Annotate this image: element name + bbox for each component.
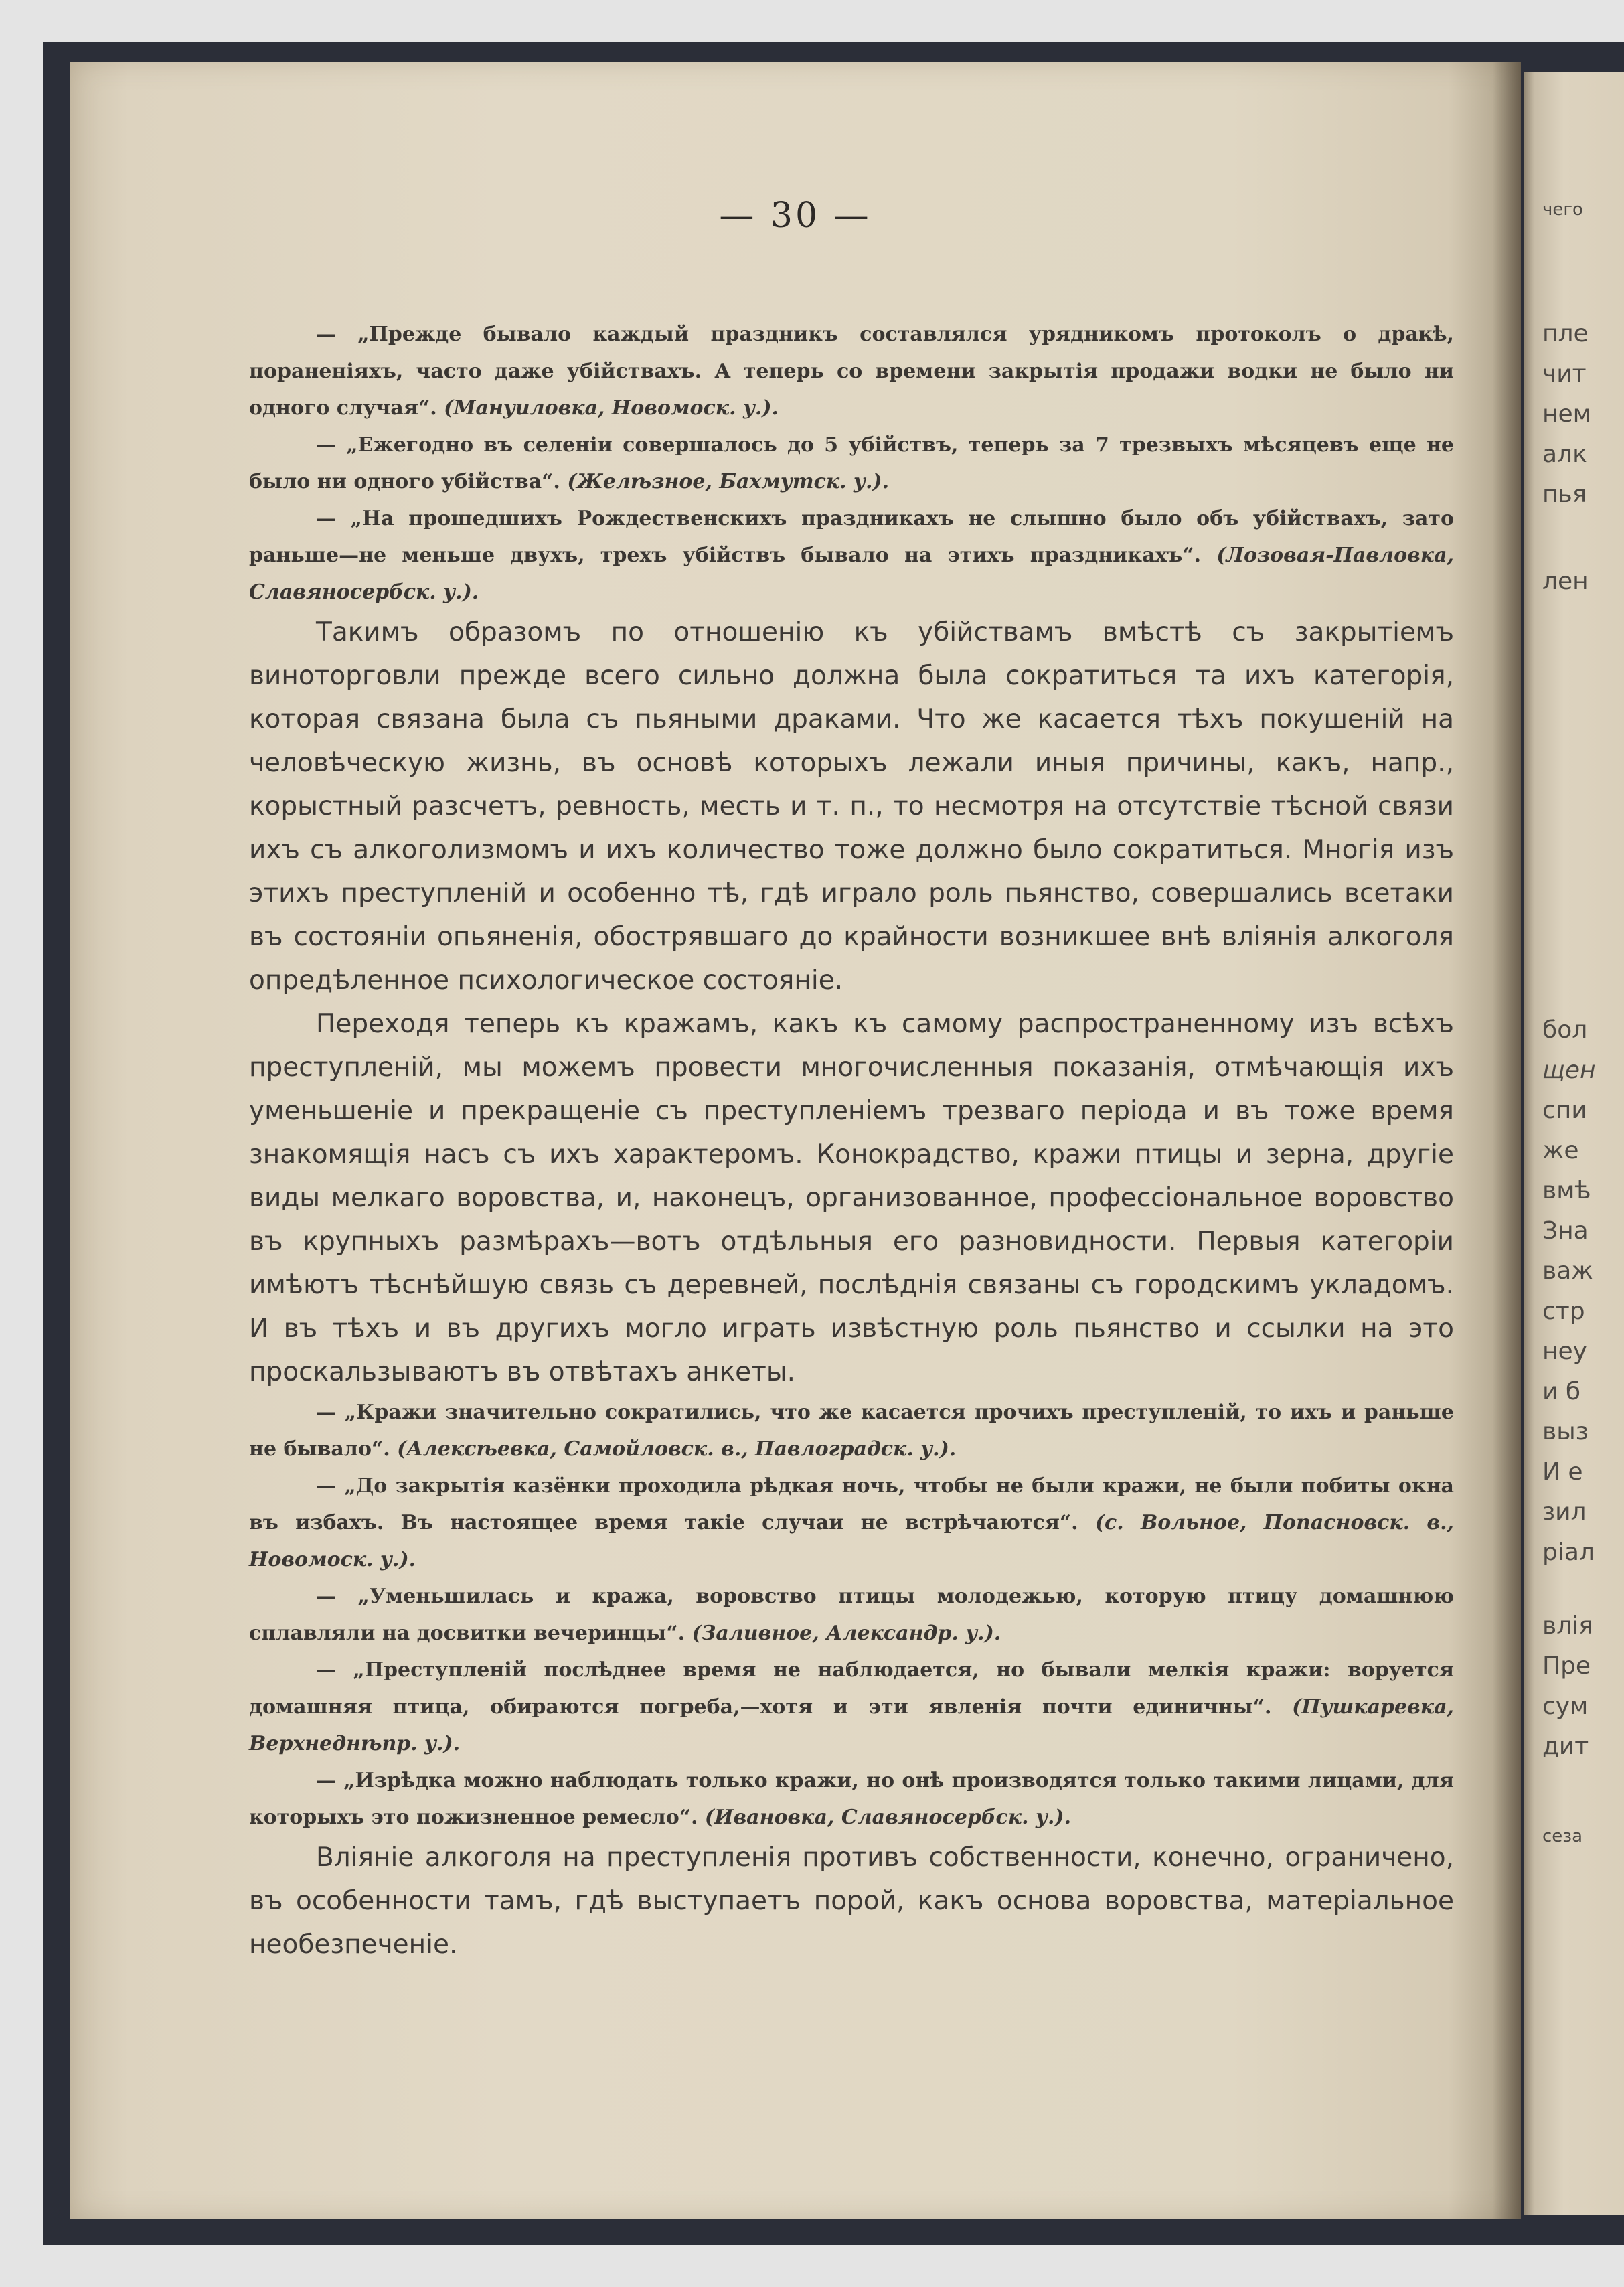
testimony-quote — [249, 500, 1454, 611]
adjacent-page-fragment: ріал — [1542, 1539, 1595, 1566]
quote-text: — „Ежегодно въ селеніи совершалось до 5 убійствъ, теперь за 7 трезвыхъ мѣсяцевъ еще не было ни одного убійства“. — [249, 433, 1454, 493]
adjacent-page-fragment: сум — [1542, 1692, 1589, 1720]
adjacent-page-fragment: И е — [1542, 1458, 1583, 1486]
adjacent-page-fragment: сеза — [1542, 1826, 1583, 1846]
adjacent-page-fragment: Зна — [1542, 1217, 1589, 1245]
paragraph-text: Такимъ образомъ по отношенію къ убійствамъ вмѣстѣ съ закрытіемъ виноторговли прежде всего сильно должна была сократиться та ихъ категорія, которая связана была съ пьяными драками. Что же касается тѣхъ покушеній на человѣческую жизнь, въ основѣ которыхъ лежали иныя причины, какъ, напр., корыстный разсчетъ, ревность, месть и т. п., то несмотря на отсутствіе тѣсной связи ихъ съ алкоголизмомъ и ихъ количество тоже должно было сократиться. Многія изъ этихъ преступленій и особенно тѣ, гдѣ играло роль пьянство, совершались всетаки въ состояніи опьяненія, обострявшаго до крайности возникшее внѣ вліянія алкоголя опредѣленное психологическое состояніе. — [249, 617, 1454, 996]
book-page — [70, 62, 1521, 2219]
adjacent-page-fragment: влія — [1542, 1612, 1593, 1640]
body-paragraph — [249, 1836, 1454, 1966]
adjacent-page-fragment: щен — [1542, 1056, 1596, 1084]
adjacent-page-fragment: лен — [1542, 568, 1589, 595]
quote-text: — „Изрѣдка можно наблюдать только кражи, но онѣ производятся только такими лицами, для которыхъ это пожизненное ремесло“. — [249, 1769, 1454, 1829]
adjacent-page-fragment: спи — [1542, 1097, 1587, 1124]
testimony-quote — [249, 1578, 1454, 1652]
adjacent-page-fragment: вмѣ — [1542, 1177, 1591, 1204]
page-text — [249, 316, 1454, 1966]
quote-text: — „На прошедшихъ Рождественскихъ праздникахъ не слышно было объ убійствахъ, зато раньше—не меньше двухъ, трехъ убійствъ бывало на этихъ праздникахъ“. — [249, 507, 1454, 567]
quote-source: (Пушкаревка, Верхнеднѣпр. у.). — [249, 1695, 1454, 1755]
body-paragraph — [249, 611, 1454, 1002]
adjacent-page-fragment: нем — [1542, 400, 1591, 428]
page-number: — 30 — — [719, 195, 872, 236]
quote-text: — „Прежде бывало каждый праздникъ составлялся урядникомъ протоколъ о дракѣ, пораненіяхъ, часто даже убійствахъ. А теперь со времени закрытія продажи водки не было ни одного случая“. — [249, 323, 1454, 420]
testimony-quote — [249, 1468, 1454, 1578]
adjacent-page-fragment: алк — [1542, 441, 1587, 468]
adjacent-page-fragment: чит — [1542, 360, 1587, 388]
quote-source: (Желѣзное, Бахмутск. у.). — [567, 470, 890, 493]
quote-text: — „Кражи значительно сократились, что же касается прочихъ преступленій, то ихъ и раньше не бывало“. — [249, 1401, 1454, 1461]
testimony-quote — [249, 1394, 1454, 1468]
quote-text: — „Преступленій послѣднее время не наблюдается, но бывали мелкія кражи: воруется домашняя птица, обираются погреба,—хотя и эти явленія почти единичны“. — [249, 1658, 1454, 1719]
testimony-quote — [249, 1652, 1454, 1762]
quote-source: (Мануиловка, Новомоск. у.). — [444, 396, 779, 420]
body-paragraph — [249, 1002, 1454, 1394]
adjacent-page-fragment: пья — [1542, 481, 1587, 508]
page-gutter-shadow — [1493, 62, 1521, 2219]
adjacent-page-fragment: неу — [1542, 1338, 1587, 1365]
quote-text: — „До закрытія казёнки проходила рѣдкая ночь, чтобы не были кражи, не были побиты окна въ избахъ. Въ настоящее время такіе случаи не встрѣчаются“. — [249, 1474, 1454, 1534]
adjacent-page-fragment: Пре — [1542, 1652, 1591, 1680]
scan-frame — [43, 42, 1624, 2245]
testimony-quote — [249, 316, 1454, 426]
quote-source: (Ивановка, Славяносербск. у.). — [704, 1806, 1072, 1829]
quote-source: (Алексѣевка, Самойловск. в., Павлоградск. у.). — [397, 1437, 957, 1461]
adjacent-page-fragment: зил — [1542, 1498, 1587, 1526]
adjacent-page-fragment: чего — [1542, 200, 1583, 220]
paragraph-text: Переходя теперь къ кражамъ, какъ къ самому распространенному изъ всѣхъ преступленій, мы можемъ провести многочисленныя показанія, отмѣчающія ихъ уменьшеніе и прекращеніе съ преступленіемъ трезваго періода и въ тоже время знакомящія насъ съ ихъ характеромъ. Конокрадство, кражи птицы и зерна, другіе виды мелкаго воровства, и, наконецъ, организованное, профессіональное воровство въ крупныхъ размѣрахъ—вотъ отдѣльныя его разновидности. Первыя категоріи имѣютъ тѣснѣйшую связь съ деревней, послѣднія связаны съ городскимъ укладомъ. И въ тѣхъ и въ другихъ могло играть извѣстную роль пьянство и ссылки на это проскальзываютъ въ отвѣтахъ анкеты. — [249, 1009, 1454, 1387]
adjacent-page-fragment: пле — [1542, 320, 1589, 347]
quote-source: (с. Вольное, Попасновск. в., Новомоск. у.). — [249, 1511, 1454, 1571]
adjacent-page-fragment: бол — [1542, 1016, 1588, 1044]
adjacent-page-fragment: выз — [1542, 1418, 1589, 1445]
adjacent-page-edge — [1524, 72, 1624, 2215]
quote-source: (Лозовая-Павловка, Славяносербск. у.). — [249, 544, 1454, 604]
quote-text: — „Уменьшилась и кража, воровство птицы молодежью, которую птицу домашнюю сплавляли на досвитки вечеринцы“. — [249, 1585, 1454, 1645]
testimony-quote — [249, 426, 1454, 500]
adjacent-page-fragment: стр — [1542, 1297, 1585, 1325]
adjacent-page-fragment: дит — [1542, 1733, 1589, 1760]
adjacent-page-fragment: важ — [1542, 1257, 1593, 1285]
adjacent-page-fragment: и б — [1542, 1378, 1581, 1405]
adjacent-page-fragment: же — [1542, 1137, 1579, 1164]
testimony-quote — [249, 1762, 1454, 1836]
quote-source: (Заливное, Александр. у.). — [692, 1622, 1001, 1645]
paragraph-text: Вліяніе алкоголя на преступленія противъ собственности, конечно, ограничено, въ особенности тамъ, гдѣ выступаетъ порой, какъ основа воровства, матеріальное необезпеченіе. — [249, 1842, 1454, 1960]
